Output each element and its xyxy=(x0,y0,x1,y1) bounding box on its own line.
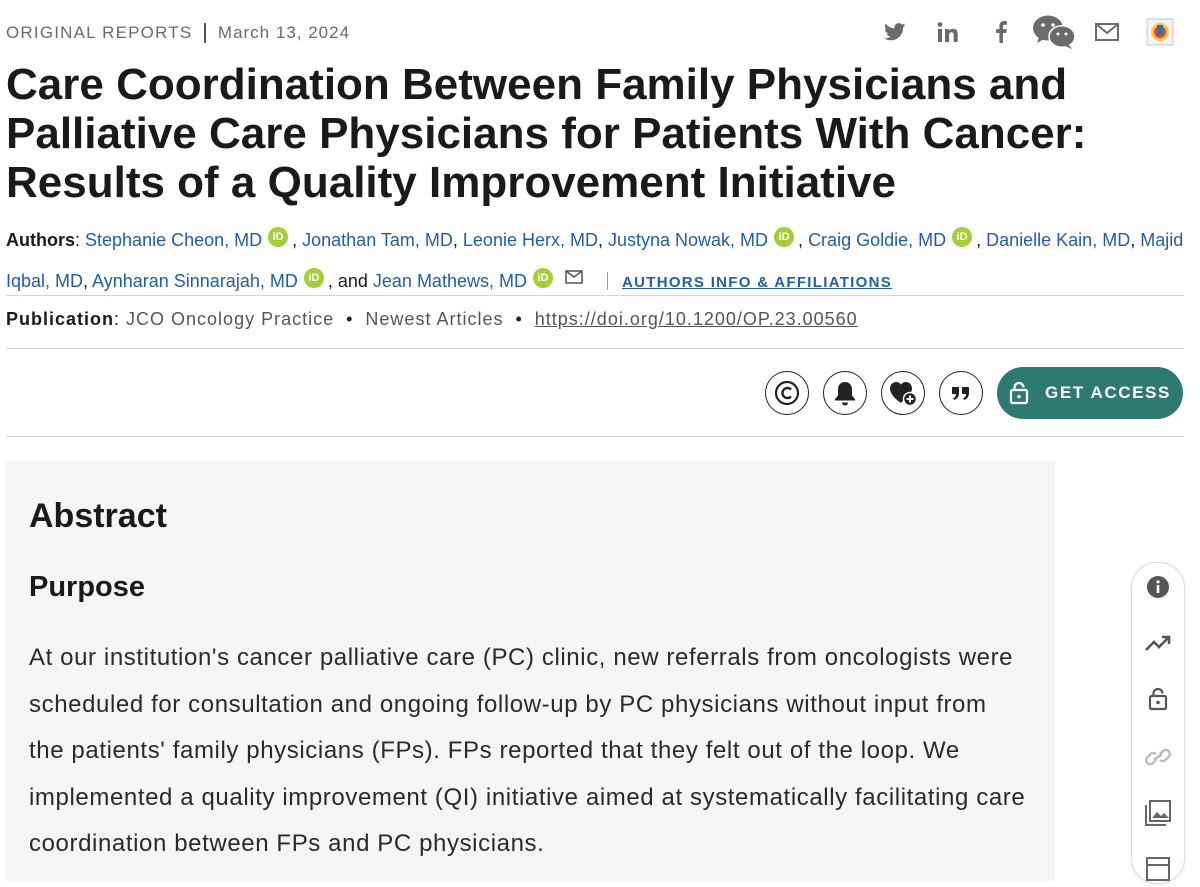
section-name: Newest Articles xyxy=(365,309,504,329)
bullet: • xyxy=(515,309,523,329)
side-toolbar xyxy=(1131,562,1185,884)
article-meta-bar xyxy=(6,20,350,46)
orcid-icon[interactable]: iD xyxy=(533,268,553,288)
bullet: • xyxy=(346,309,354,329)
divider xyxy=(6,348,1184,349)
cite-icon[interactable] xyxy=(939,371,983,415)
author-link[interactable]: Majid Iqbal, MD xyxy=(6,230,1184,291)
linkedin-icon[interactable] xyxy=(921,14,974,50)
orcid-icon[interactable]: iD xyxy=(952,227,972,247)
article-tools xyxy=(765,367,1183,419)
share-bar xyxy=(868,14,1186,50)
doi-link[interactable]: https://doi.org/10.1200/OP.23.00560 xyxy=(534,309,858,329)
get-access-label: GET ACCESS xyxy=(1045,383,1171,402)
abstract-heading: Abstract xyxy=(29,497,167,535)
publication-line: Publication : JCO Oncology Practice • Newest Articles • https://doi.org/10.1200/OP.23.00560 xyxy=(6,309,858,329)
authors-and: , and xyxy=(327,271,368,291)
author-link[interactable]: Jean Mathews, MD xyxy=(372,271,527,291)
tables-icon[interactable] xyxy=(1132,851,1184,887)
email-author-icon[interactable] xyxy=(565,259,583,297)
divider xyxy=(204,23,206,43)
purpose-heading: Purpose xyxy=(29,571,146,603)
info-icon[interactable] xyxy=(1132,569,1184,605)
author-link[interactable]: Danielle Kain, MD xyxy=(986,230,1131,250)
wechat-icon[interactable] xyxy=(1027,14,1080,50)
orcid-icon[interactable]: iD xyxy=(268,227,288,247)
authors-label: Authors xyxy=(6,230,75,250)
divider xyxy=(6,295,1184,296)
access-icon[interactable] xyxy=(1132,681,1184,717)
orcid-icon[interactable]: iD xyxy=(774,227,794,247)
publication-label: Publication xyxy=(6,309,115,329)
author-link[interactable]: Craig Goldie, MD xyxy=(808,230,947,250)
link-icon[interactable] xyxy=(1132,739,1184,775)
metrics-icon[interactable] xyxy=(1132,625,1184,661)
author-link[interactable]: Leonie Herx, MD xyxy=(462,230,598,250)
abstract-section xyxy=(6,461,1055,881)
divider xyxy=(607,272,608,290)
author-list: Authors: Stephanie Cheon, MD iD , Jonathan Tam, MD, Leonie Herx, MD, Justyna Nowak, MD iD , Craig Goldie, MD iD , Danielle Kain, MD, Majid Iqbal, MD, Aynharan Sinnarajah, MD iD , and Jean Mathews, MD iD AUTHORS INFO & AFFILIATIONS xyxy=(6,221,1186,302)
email-icon[interactable] xyxy=(1080,14,1133,50)
abstract-purpose-text: At our institution's cancer palliative care (PC) clinic, new referrals from oncologists were scheduled for consultation and ongoing follow-up by PC physicians without input from the patients' family physicians (FPs). FPs reported that they felt out of the loop. We implemented a quality improvement (QI) initiative aimed at systematically facilitating care coordination between FPs and PC physicians. xyxy=(29,644,1026,857)
orcid-icon[interactable]: iD xyxy=(304,268,324,288)
author-link[interactable]: Aynharan Sinnarajah, MD xyxy=(92,271,298,291)
author-link[interactable]: Jonathan Tam, MD xyxy=(302,230,453,250)
article-title: Care Coordination Between Family Physicians and Palliative Care Physicians for Patients With Cancer: Results of a Quality Improvement Initiative xyxy=(6,60,1087,207)
journal-name[interactable]: JCO Oncology Practice xyxy=(126,309,335,329)
alert-bell-icon[interactable] xyxy=(823,371,867,415)
favorite-icon[interactable] xyxy=(881,371,925,415)
permissions-icon[interactable] xyxy=(765,371,809,415)
author-link[interactable]: Justyna Nowak, MD xyxy=(607,230,769,250)
divider xyxy=(6,436,1184,437)
lock-icon xyxy=(1009,381,1029,405)
facebook-icon[interactable] xyxy=(974,14,1027,50)
article-category[interactable]: ORIGINAL REPORTS xyxy=(6,23,193,42)
author-link[interactable]: Stephanie Cheon, MD xyxy=(85,230,263,250)
twitter-icon[interactable] xyxy=(868,14,921,50)
figures-icon[interactable] xyxy=(1132,795,1184,831)
mendeley-icon[interactable] xyxy=(1133,14,1186,50)
publication-date: March 13, 2024 xyxy=(217,23,351,42)
authors-info-link[interactable]: AUTHORS INFO & AFFILIATIONS xyxy=(621,274,893,291)
get-access-button[interactable] xyxy=(997,367,1183,419)
